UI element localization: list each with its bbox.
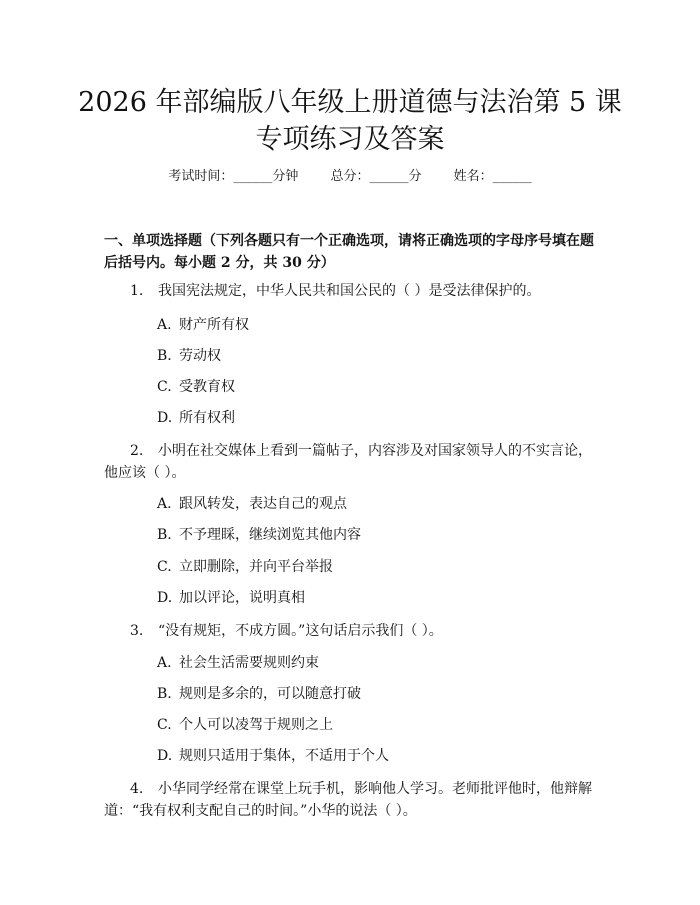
option-text: 劳动权 (179, 348, 221, 364)
option-item (157, 316, 249, 334)
option-letter: B. (157, 686, 172, 702)
option-text: 社会生活需要规则约束 (179, 655, 319, 671)
question-text: 小华同学经常在课堂上玩手机，影响他人学习。老师批评他时，他辩解道：“我有权利支配自己的时间。”小华的说法（ ）。 (104, 781, 592, 819)
exam-meta (0, 168, 700, 186)
option-text: 立即删除，并向平台举报 (179, 559, 333, 575)
option-text: 个人可以凌驾于规则之上 (179, 717, 333, 733)
option-letter: B. (157, 527, 172, 543)
question-1 (104, 280, 604, 302)
option-item (157, 685, 361, 703)
question-3 (104, 620, 604, 642)
option-text: 所有权利 (179, 410, 235, 426)
question-text: 我国宪法规定，中华人民共和国公民的（ ）是受法律保护的。 (158, 283, 541, 299)
exam-time: 考试时间：______分钟 (168, 169, 299, 184)
option-letter: A. (157, 317, 172, 333)
option-letter: C. (157, 717, 172, 733)
option-text: 规则是多余的，可以随意打破 (179, 686, 361, 702)
option-item (157, 409, 235, 427)
option-letter: A. (157, 655, 172, 671)
student-name: 姓名：______ (453, 169, 532, 184)
option-text: 不予理睬，继续浏览其他内容 (179, 527, 361, 543)
option-letter: B. (157, 348, 172, 364)
option-letter: C. (157, 379, 172, 395)
question-2 (104, 440, 604, 484)
option-item (157, 378, 235, 396)
option-text: 加以评论，说明真相 (179, 590, 305, 606)
option-item (157, 654, 319, 672)
question-text: 小明在社交媒体上看到一篇帖子，内容涉及对国家领导人的不实言论，他应该（ ）。 (104, 443, 592, 481)
option-text: 规则只适用于集体，不适用于个人 (179, 748, 389, 764)
section-heading: 一、单项选择题（下列各题只有一个正确选项，请将正确选项的字母序号填在题后括号内。每小题 2 分，共 30 分） (104, 233, 594, 271)
option-item (157, 716, 333, 734)
question-4 (104, 778, 604, 822)
option-text: 受教育权 (179, 379, 235, 395)
option-item (157, 589, 305, 607)
option-item (157, 347, 221, 365)
option-text: 财产所有权 (179, 317, 249, 333)
question-number: 4. (130, 781, 144, 797)
question-number: 3. (130, 623, 144, 639)
option-item (157, 558, 333, 576)
question-text: “没有规矩，不成方圆。”这句话启示我们（ ）。 (158, 623, 443, 639)
question-number: 2. (130, 443, 144, 459)
option-letter: D. (157, 410, 173, 426)
option-text: 跟风转发，表达自己的观点 (179, 496, 347, 512)
exam-score: 总分：______分 (330, 169, 422, 184)
doc-title-line2: 专项练习及答案 (255, 124, 445, 155)
option-letter: A. (157, 496, 172, 512)
option-letter: D. (157, 590, 173, 606)
doc-title-line1: 2026 年部编版八年级上册道德与法治第 5 课 (78, 87, 622, 118)
option-item (157, 526, 361, 544)
question-number: 1. (130, 283, 144, 299)
option-item (157, 495, 347, 513)
option-item (157, 747, 389, 765)
option-letter: D. (157, 748, 173, 764)
option-letter: C. (157, 559, 172, 575)
